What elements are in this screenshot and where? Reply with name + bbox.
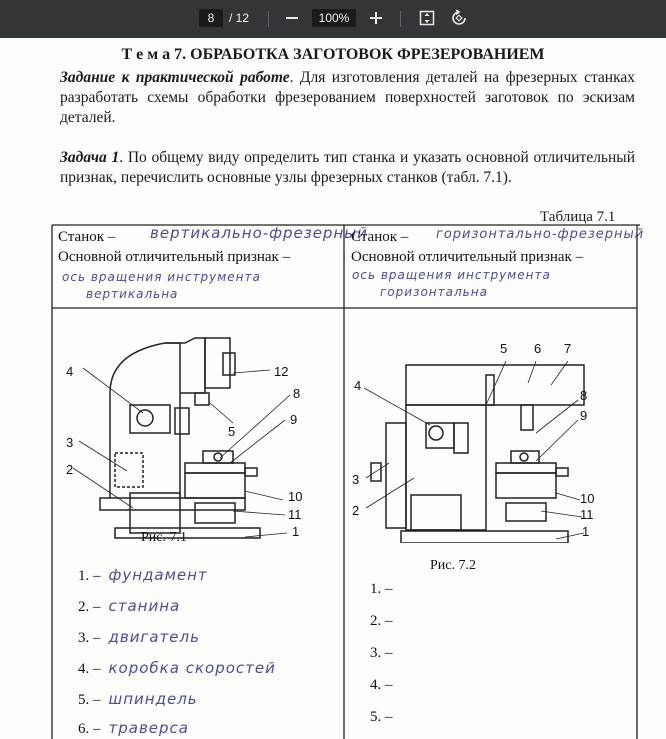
toolbar-divider <box>400 11 401 27</box>
figure-7-1-caption: Рис. 7.1 <box>141 530 187 545</box>
list-item: 2. – <box>370 613 393 629</box>
document-page <box>0 38 666 739</box>
figure-7-2-caption: Рис. 7.2 <box>430 558 476 573</box>
assignment-label: Задание к практической работе <box>60 69 290 86</box>
callout-label: 8 <box>580 388 588 403</box>
right-feature-handwriting: ось вращения инструмента <box>352 268 551 282</box>
callout-label: 8 <box>293 386 301 401</box>
left-feature-handwriting-2: вертикальна <box>86 287 179 301</box>
right-machine-label: Станок – <box>351 229 409 245</box>
list-item: 5. – шпиндель <box>78 690 198 708</box>
callout-label: 3 <box>352 472 360 487</box>
right-feature-handwriting-2: горизонтальна <box>380 285 488 299</box>
callout-label: 3 <box>66 435 74 450</box>
fit-page-icon <box>419 10 435 26</box>
zoom-in-button[interactable] <box>364 6 388 30</box>
callout-label: 11 <box>580 507 594 522</box>
fit-page-button[interactable] <box>415 6 439 30</box>
toolbar-divider <box>268 11 269 27</box>
task-text: . По общему виду определить тип станка и указать основной отличительный признак, перечислить основные узлы фрезерных станков (табл. 7.1). <box>60 149 636 186</box>
callout-label: 5 <box>500 341 508 356</box>
table-caption: Таблица 7.1 <box>540 209 616 225</box>
left-feature-handwriting: ось вращения инструмента <box>62 270 261 284</box>
left-machine-handwriting: вертикально-фрезерный <box>150 224 368 242</box>
callout-label: 1 <box>582 524 590 539</box>
callout-label: 6 <box>534 341 542 356</box>
list-item: 4. – коробка скоростей <box>78 659 276 677</box>
page-title: Т е м а 7. ОБРАБОТКА ЗАГОТОВОК ФРЕЗЕРОВАНИЕМ <box>121 46 545 63</box>
callout-label: 11 <box>288 507 302 522</box>
left-machine-label: Станок – <box>58 229 116 245</box>
zoom-in-icon <box>369 11 383 25</box>
assignment-text: . Для изготовления деталей на фрезерных станках разработать схемы обработки фрезерованием поверхностей заготовок по эскизам деталей. <box>60 69 636 126</box>
right-feature-label: Основной отличительный признак – <box>351 249 584 265</box>
callout-label: 1 <box>292 524 300 539</box>
left-feature-label: Основной отличительный признак – <box>58 249 291 265</box>
list-item: 3. – <box>370 645 393 661</box>
task-label: Задача 1 <box>60 149 120 166</box>
callout-label: 10 <box>288 489 303 504</box>
callout-label: 7 <box>564 341 572 356</box>
callout-label: 4 <box>354 378 362 393</box>
zoom-out-button[interactable] <box>280 6 304 30</box>
list-item: 6. – траверса <box>78 719 189 737</box>
page-total: / 12 <box>229 11 250 25</box>
list-item: 4. – <box>370 677 393 693</box>
callout-label: 12 <box>274 364 289 379</box>
rotate-icon <box>450 9 468 27</box>
list-item: 2. – станина <box>78 597 181 615</box>
zoom-level-input[interactable]: 100% <box>312 9 356 27</box>
callout-label: 4 <box>66 364 74 379</box>
list-item: 5. – <box>370 709 393 725</box>
callout-label: 10 <box>580 491 595 506</box>
callout-label: 5 <box>228 424 236 439</box>
page-number-input[interactable]: 8 <box>199 9 223 27</box>
list-item: 3. – двигатель <box>78 628 200 646</box>
list-item: 1. – <box>370 581 393 597</box>
callout-label: 2 <box>66 462 74 477</box>
right-machine-handwriting: горизонтально-фрезерный <box>436 227 645 242</box>
callout-label: 2 <box>352 503 360 518</box>
callout-label: 9 <box>580 408 588 423</box>
pdf-toolbar <box>0 0 666 38</box>
zoom-out-icon <box>285 11 299 25</box>
list-item: 1. – фундамент <box>78 566 208 584</box>
rotate-button[interactable] <box>447 6 471 30</box>
callout-label: 9 <box>290 412 298 427</box>
